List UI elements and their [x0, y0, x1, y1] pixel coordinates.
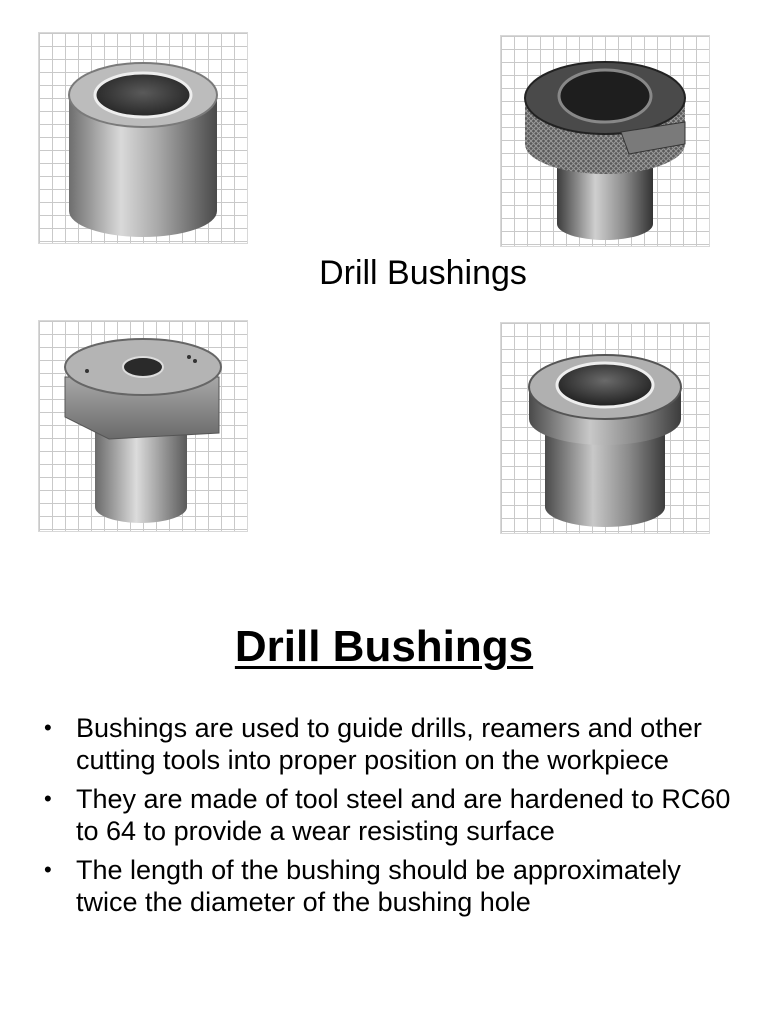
bullet-glyph: •	[44, 786, 52, 811]
bullet-item	[44, 854, 734, 918]
photo-caption: Drill Bushings	[319, 254, 527, 292]
headed-bushing-icon	[501, 323, 709, 533]
bullet-item	[44, 712, 734, 776]
bullet-text: They are made of tool steel and are hardened to RC60 to 64 to provide a wear resisting surface	[76, 784, 731, 846]
headed-press-fit-bushing-photo	[500, 322, 710, 534]
plain-cylindrical-bushing-icon	[39, 33, 247, 243]
bullet-glyph: •	[44, 715, 52, 740]
page-heading: Drill Bushings	[234, 622, 534, 671]
bullet-text: The length of the bushing should be approximately twice the diameter of the bushing hole	[76, 855, 681, 917]
slip-renewable-bushing-photo	[500, 35, 710, 247]
bullet-text: Bushings are used to guide drills, reamers and other cutting tools into proper position on the workpiece	[76, 713, 702, 775]
bullet-glyph: •	[44, 857, 52, 882]
press-fit-bushing-photo	[38, 32, 248, 244]
knurled-head-bushing-icon	[501, 36, 709, 246]
bullet-item	[44, 783, 734, 847]
head-flat-bushing-icon	[39, 321, 247, 531]
fixed-renewable-bushing-photo	[38, 320, 248, 532]
bullet-list	[44, 712, 734, 925]
